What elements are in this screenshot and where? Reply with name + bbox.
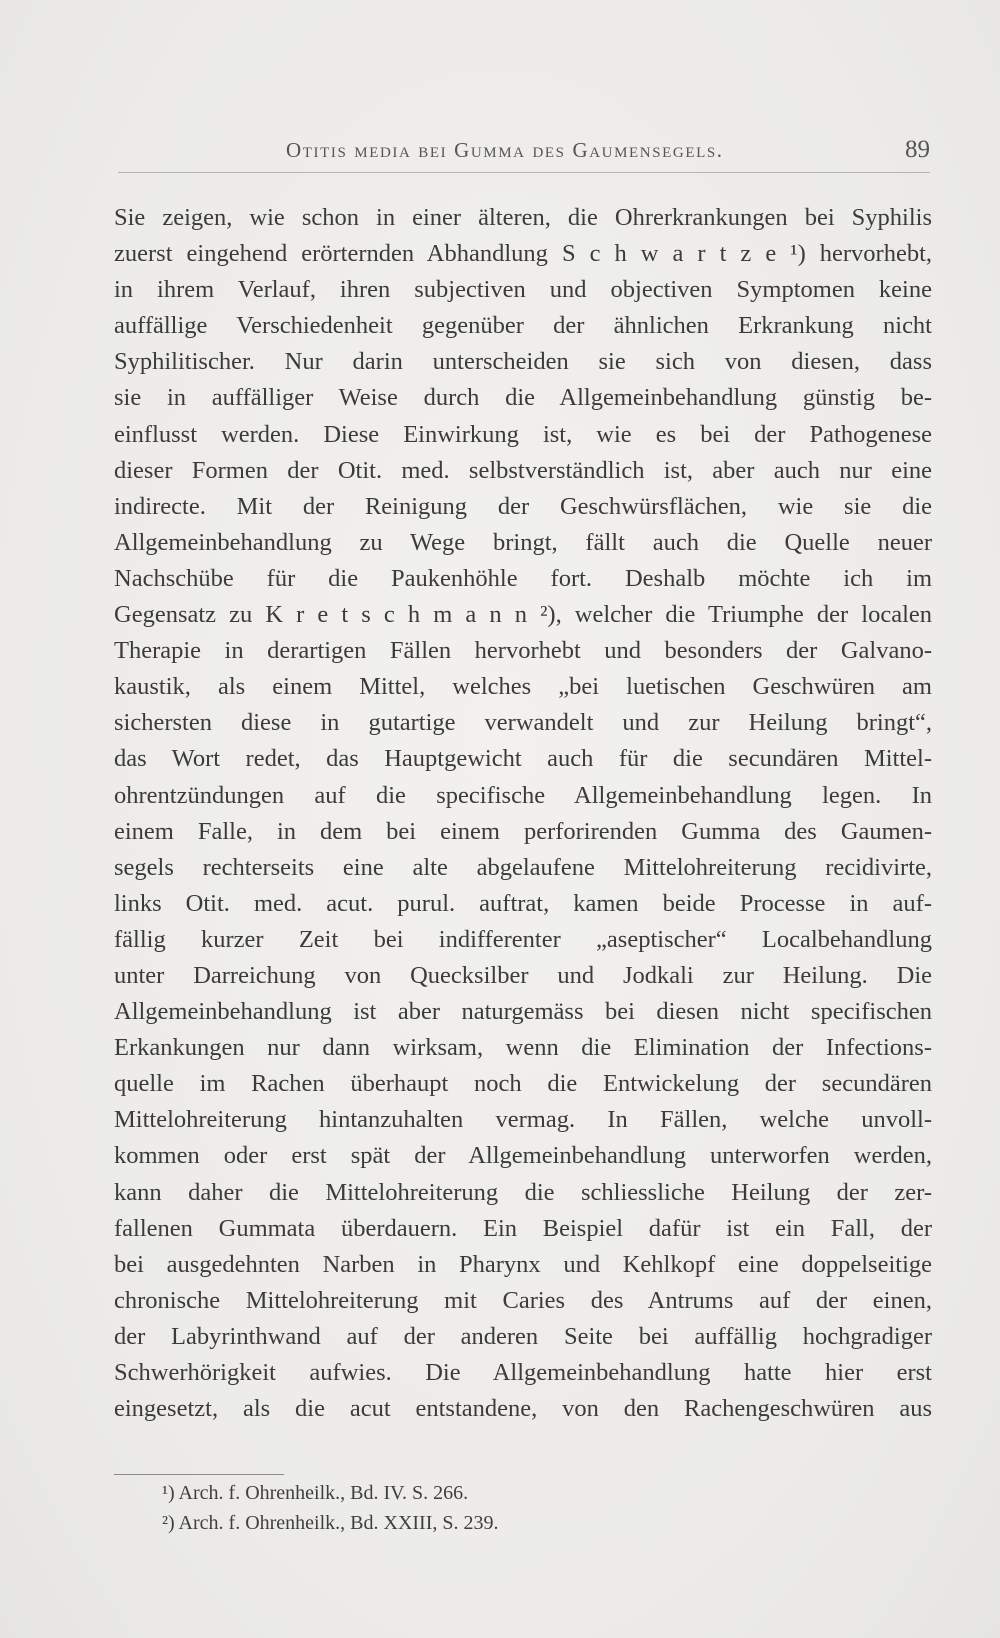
text-line: in ihrem Verlauf, ihren subjectiven und objectiven Symptomen keine — [114, 276, 932, 304]
text-line: Gegensatz zu K r e t s c h m a n n ²), welcher die Triumphe der localen — [114, 601, 932, 629]
footnote-rule — [114, 1474, 284, 1475]
text-line: Sie zeigen, wie schon in einer älteren, die Ohrerkrankungen bei Syphilis — [114, 204, 932, 231]
text-line: Syphilitischer. Nur darin unterscheiden sie sich von diesen, dass — [114, 348, 932, 376]
text-line: dieser Formen der Otit. med. selbstverständlich ist, aber auch nur eine — [114, 456, 932, 484]
text-line: ohrentzündungen auf die specifische Allgemeinbehandlung legen. In — [114, 781, 932, 809]
text-line: segels rechterseits eine alte abgelaufene Mittelohreiterung recidivirte, — [114, 853, 932, 881]
text-line: Erkankungen nur dann wirksam, wenn die Elimination der Infections- — [114, 1034, 932, 1062]
running-head — [118, 138, 930, 172]
text-line: sie in auffälliger Weise durch die Allgemeinbehandlung günstig be- — [114, 384, 932, 412]
text-line: das Wort redet, das Hauptgewicht auch für die secundären Mittel- — [114, 745, 932, 773]
text-line: Schwerhörigkeit aufwies. Die Allgemeinbehandlung hatte hier erst — [114, 1359, 932, 1386]
text-line: Mittelohreiterung hintanzuhalten vermag. In Fällen, welche unvoll- — [114, 1106, 932, 1134]
text-line: der Labyrinthwand auf der anderen Seite bei auffällig hochgradiger — [114, 1322, 932, 1350]
text-line: kaustik, als einem Mittel, welches „bei luetischen Geschwüren am — [114, 673, 932, 701]
footnotes — [162, 1478, 762, 1538]
text-line: zuerst eingehend erörternden Abhandlung S c h w a r t z e ¹) hervorhebt, — [114, 240, 932, 268]
text-line: fallenen Gummata überdauern. Ein Beispiel dafür ist ein Fall, der — [114, 1214, 932, 1242]
text-line: auffällige Verschiedenheit gegenüber der ähnlichen Erkrankung nicht — [114, 312, 932, 340]
body-paragraph — [114, 200, 932, 1427]
text-line: kommen oder erst spät der Allgemeinbehandlung unterworfen werden, — [114, 1142, 932, 1170]
header-rule — [118, 172, 930, 173]
text-line: eingesetzt, als die acut entstandene, von den Rachengeschwüren aus — [114, 1395, 932, 1423]
footnote: ¹) Arch. f. Ohrenheilk., Bd. IV. S. 266. — [162, 1482, 469, 1504]
footnote: ²) Arch. f. Ohrenheilk., Bd. XXIII, S. 239. — [162, 1512, 499, 1534]
text-line: indirecte. Mit der Reinigung der Geschwürsflächen, wie sie die — [114, 492, 932, 520]
text-line: unter Darreichung von Quecksilber und Jodkali zur Heilung. Die — [114, 961, 932, 989]
text-line: Allgemeinbehandlung zu Wege bringt, fällt auch die Quelle neuer — [114, 528, 932, 556]
page-number: 89 — [905, 136, 930, 163]
text-line: kann daher die Mittelohreiterung die schliessliche Heilung der zer- — [114, 1178, 932, 1206]
text-line: chronische Mittelohreiterung mit Caries des Antrums auf der einen, — [114, 1286, 932, 1314]
text-line: Nachschübe für die Paukenhöhle fort. Deshalb möchte ich im — [114, 564, 932, 592]
text-line: quelle im Rachen überhaupt noch die Entwickelung der secundären — [114, 1070, 932, 1098]
text-line: links Otit. med. acut. purul. auftrat, kamen beide Processe in auf- — [114, 889, 932, 917]
text-line: fällig kurzer Zeit bei indifferenter „aseptischer“ Localbehandlung — [114, 925, 932, 953]
text-line: bei ausgedehnten Narben in Pharynx und Kehlkopf eine doppelseitige — [114, 1250, 932, 1278]
text-line: Therapie in derartigen Fällen hervorhebt und besonders der Galvano- — [114, 637, 932, 665]
text-line: einflusst werden. Diese Einwirkung ist, wie es bei der Pathogenese — [114, 420, 932, 448]
text-line: sichersten diese in gutartige verwandelt und zur Heilung bringt“, — [114, 709, 932, 737]
running-title: Otitis media bei Gumma des Gaumensegels. — [286, 138, 724, 162]
text-line: Allgemeinbehandlung ist aber naturgemäss bei diesen nicht specifischen — [114, 998, 932, 1026]
text-line: einem Falle, in dem bei einem perforirenden Gumma des Gaumen- — [114, 817, 932, 845]
